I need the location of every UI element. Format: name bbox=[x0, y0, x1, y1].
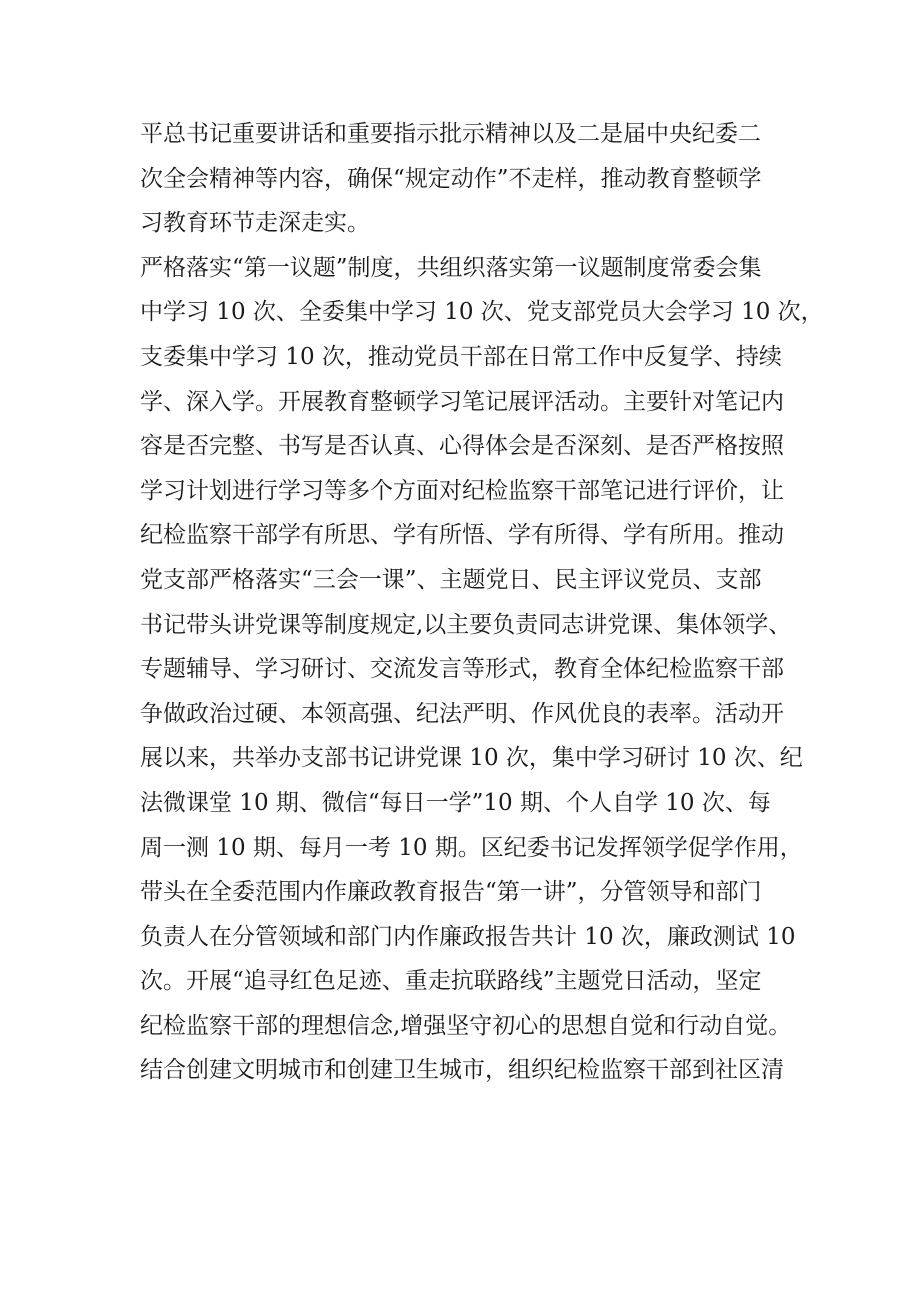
text-line: 次。开展“追寻红色足迹、重走抗联路线”主题党日活动，坚定 bbox=[140, 968, 762, 995]
text-line: 负责人在分管领域和部门内作廉政报告共计 10 次，廉政测试 10 bbox=[140, 923, 796, 950]
text-line: 习教育环节走深走实。 bbox=[140, 210, 370, 237]
text-line: 学习计划进行学习等多个方面对纪检监察干部笔记进行评价，让 bbox=[140, 477, 784, 504]
text-line: 带头在全委范围内作廉政教育报告“第一讲”，分管领导和部门 bbox=[140, 879, 762, 906]
text-line: 支委集中学习 10 次，推动党员干部在日常工作中反复学、持续 bbox=[140, 343, 782, 370]
text-line: 严格落实“第一议题”制度，共组织落实第一议题制度常委会集 bbox=[140, 254, 762, 281]
text-line: 结合创建文明城市和创建卫生城市，组织纪检监察干部到社区清 bbox=[140, 1057, 784, 1084]
text-line: 争做政治过硬、本领高强、纪法严明、作风优良的表率。活动开 bbox=[140, 700, 784, 727]
text-line: 平总书记重要讲话和重要指示批示精神以及二是届中央纪委二 bbox=[140, 121, 761, 147]
text-line: 专题辅导、学习研讨、交流发言等形式，教育全体纪检监察干部 bbox=[140, 656, 784, 683]
text-line: 展以来，共举办支部书记讲党课 10 次，集中学习研讨 10 次、纪 bbox=[140, 745, 803, 772]
text-line: 党支部严格落实“三会一课”、主题党日、民主评议党员、支部 bbox=[140, 566, 762, 593]
text-line: 周一测 10 期、每月一考 10 期。区纪委书记发挥领学促学作用， bbox=[140, 834, 803, 861]
text-line: 书记带头讲党课等制度规定,以主要负责同志讲党课、集体领学、 bbox=[140, 611, 792, 638]
text-line: 次全会精神等内容，确保“规定动作”不走样，推动教育整顿学 bbox=[140, 165, 762, 192]
text-line: 法微课堂 10 期、微信“每日一学”10 期、个人自学 10 次、每 bbox=[140, 789, 771, 816]
text-line: 学、深入学。开展教育整顿学习笔记展评活动。主要针对笔记内 bbox=[140, 388, 784, 415]
body-text bbox=[140, 112, 824, 1093]
text-line: 纪检监察干部学有所思、学有所悟、学有所得、学有所用。推动 bbox=[140, 522, 784, 549]
text-line: 中学习 10 次、全委集中学习 10 次、党支部党员大会学习 10 次， bbox=[140, 299, 824, 326]
text-line: 容是否完整、书写是否认真、心得体会是否深刻、是否严格按照 bbox=[140, 433, 784, 460]
text-line: 纪检监察干部的理想信念,增强坚守初心的思想自觉和行动自觉。 bbox=[140, 1012, 792, 1039]
